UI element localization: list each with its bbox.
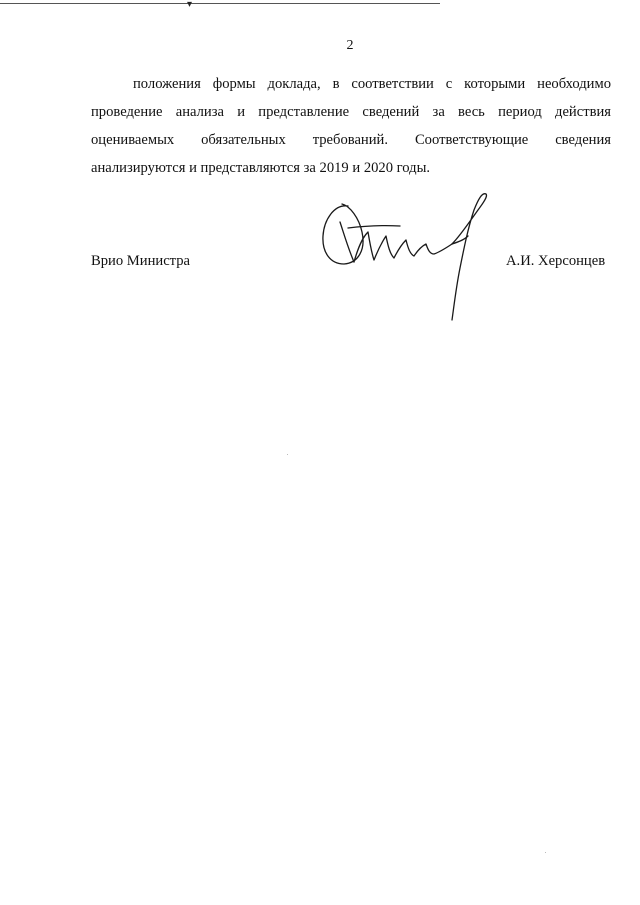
signer-name: А.И. Херсонцев bbox=[506, 253, 606, 269]
paragraph-line-1: положения формы доклада, в соответствии с которыми необходимо bbox=[133, 76, 611, 92]
signer-title: Врио Министра bbox=[91, 253, 190, 269]
signature-icon bbox=[318, 192, 496, 322]
paragraph-line-3: оцениваемых обязательных требований. Соответствующие сведения bbox=[91, 132, 611, 148]
scan-top-edge bbox=[0, 0, 440, 9]
paragraph-line-4: анализируются и представляются за 2019 и 2020 годы. bbox=[91, 160, 431, 176]
scan-edge-line bbox=[0, 3, 440, 4]
scan-mark-icon: ▾ bbox=[187, 0, 193, 10]
paragraph-line-2: проведение анализа и представление сведений за весь период действия bbox=[91, 104, 611, 120]
scan-speck bbox=[545, 852, 546, 853]
body-paragraph bbox=[91, 70, 611, 182]
scan-speck bbox=[287, 454, 288, 455]
page-number: 2 bbox=[346, 38, 354, 53]
